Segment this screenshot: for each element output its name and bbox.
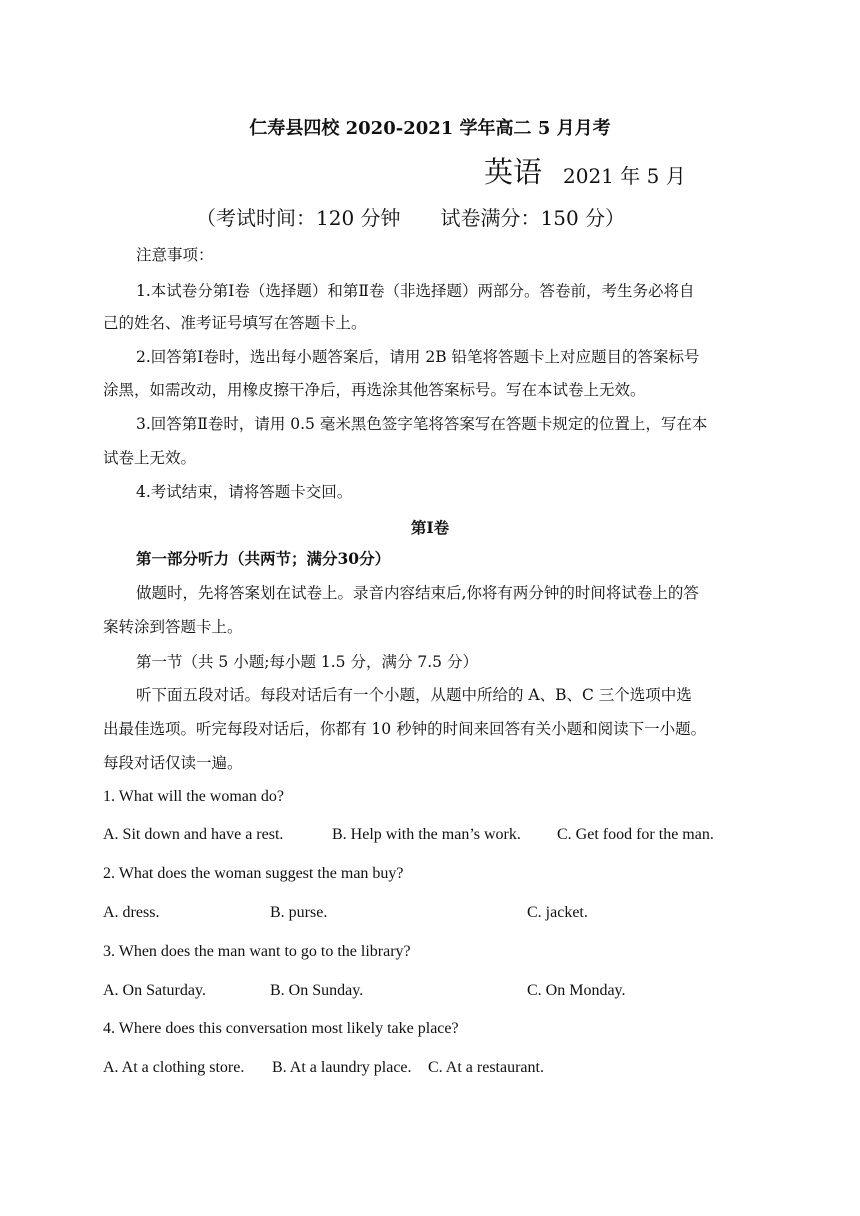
question-3-option-a: A. On Saturday. — [103, 982, 206, 999]
exam-title: 仁寿县四校 2020-2021 学年高二 5 月月考 — [249, 118, 611, 139]
question-3-option-b: B. On Sunday. — [270, 982, 364, 999]
question-1-option-c: C. Get food for the man. — [557, 826, 714, 843]
full-score: 试卷满分：150 分） — [440, 206, 626, 230]
notes-heading: 注意事项： — [136, 246, 214, 264]
question-1-option-b: B. Help with the man’s work. — [332, 826, 521, 843]
note-2-line-1: 2.回答第Ⅰ卷时，选出每小题答案后，请用 2B 铅笔将答题卡上对应题目的答案标号 — [136, 348, 700, 366]
question-2-option-a: A. dress. — [103, 904, 160, 921]
question-4: 4. Where does this conversation most likely take place? — [103, 1020, 459, 1037]
question-4-option-a: A. At a clothing store. — [103, 1059, 245, 1076]
volume-heading: 第Ⅰ卷 — [410, 518, 450, 537]
note-2-line-2: 涂黑，如需改动，用橡皮擦干净后，再选涂其他答案标号。写在本试卷上无效。 — [103, 381, 646, 399]
subject-date: 2021 年 5 月 — [563, 164, 686, 188]
question-2: 2. What does the woman suggest the man buy? — [103, 865, 404, 882]
question-2-option-c: C. jacket. — [527, 904, 588, 921]
subject-label: 英语 — [484, 155, 543, 189]
exam-info — [196, 202, 665, 231]
question-1-option-a: A. Sit down and have a rest. — [103, 826, 284, 843]
question-4-option-c: C. At a restaurant. — [428, 1059, 544, 1076]
part-1-title: 第一部分听力（共两节；满分30分） — [136, 549, 391, 568]
note-1-line-1: 1.本试卷分第Ⅰ卷（选择题）和第Ⅱ卷（非选择题）两部分。答卷前，考生务必将自 — [136, 282, 695, 300]
question-3-option-c: C. On Monday. — [527, 982, 626, 999]
question-2-option-b: B. purse. — [270, 904, 328, 921]
section-1-line-3: 每段对话仅读一遍。 — [103, 754, 243, 772]
note-3-line-1: 3.回答第Ⅱ卷时，请用 0.5 毫米黑色签字笔将答案写在答题卡规定的位置上，写在本 — [136, 415, 708, 433]
note-1-line-2: 己的姓名、准考证号填写在答题卡上。 — [103, 314, 367, 332]
section-1-line-1: 听下面五段对话。每段对话后有一个小题，从题中所给的 A、B、C 三个选项中选 — [136, 686, 692, 704]
section-1-title: 第一节（共 5 小题;每小题 1.5 分，满分 7.5 分） — [136, 653, 478, 671]
intro-line-1: 做题时，先将答案划在试卷上。录音内容结束后,你将有两分钟的时间将试卷上的答 — [136, 584, 699, 602]
question-1: 1. What will the woman do? — [103, 788, 284, 805]
note-4: 4.考试结束，请将答题卡交回。 — [136, 483, 353, 501]
question-4-option-b: B. At a laundry place. — [272, 1059, 412, 1076]
note-3-line-2: 试卷上无效。 — [103, 449, 197, 467]
section-1-line-2: 出最佳选项。听完每段对话后，你都有 10 秒钟的时间来回答有关小题和阅读下一小题。 — [103, 720, 707, 738]
exam-time: （考试时间：120 分钟 — [196, 206, 401, 230]
question-3: 3. When does the man want to go to the library? — [103, 943, 411, 960]
intro-line-2: 案转涂到答题卡上。 — [103, 618, 243, 636]
